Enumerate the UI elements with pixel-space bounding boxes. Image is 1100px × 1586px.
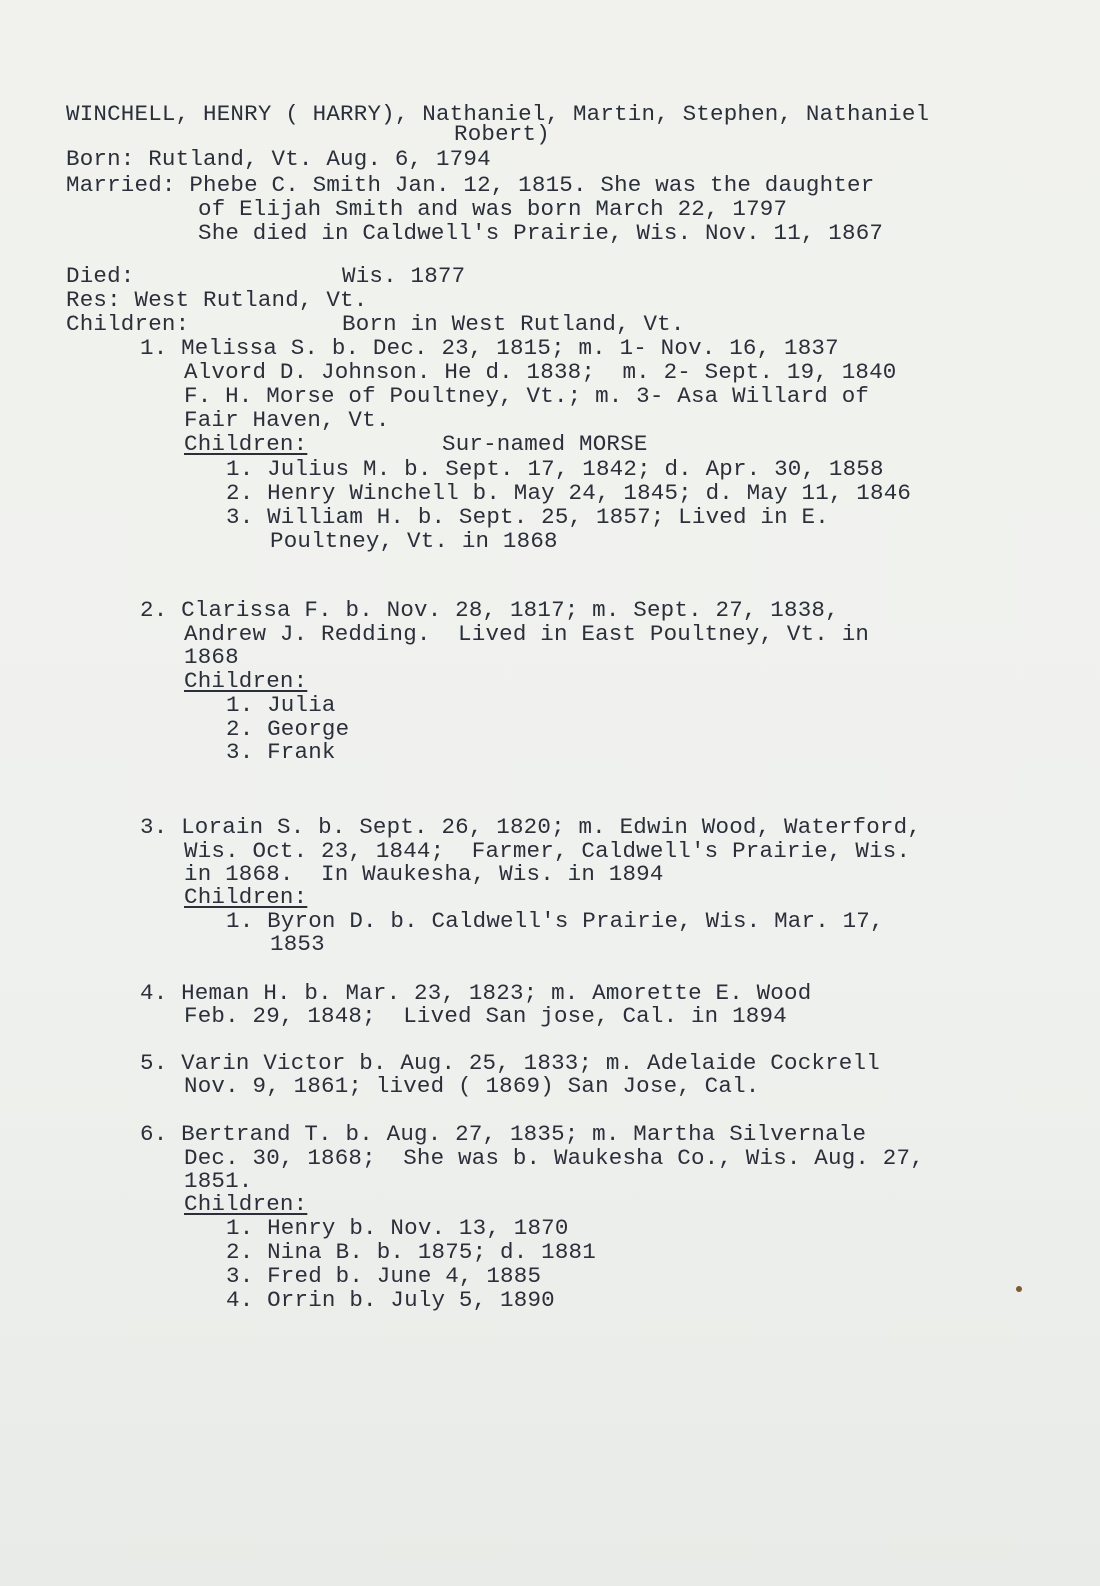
paper-speck bbox=[1016, 1286, 1022, 1292]
child-3-line-2: Wis. Oct. 23, 1844; Farmer, Caldwell's Prairie, Wis. bbox=[184, 838, 911, 864]
married-line-1: Married: Phebe C. Smith Jan. 12, 1815. She was the daughter bbox=[66, 172, 875, 198]
child-1-line-3: F. H. Morse of Poultney, Vt.; m. 3- Asa Willard of bbox=[184, 383, 870, 409]
children-birthplace: Born in West Rutland, Vt. bbox=[342, 311, 685, 337]
child-5-line-1: 5. Varin Victor b. Aug. 25, 1833; m. Adelaide Cockrell bbox=[140, 1050, 880, 1076]
child-6-children-heading: Children: bbox=[184, 1191, 308, 1217]
children-label: Children: bbox=[66, 311, 190, 337]
name-lineage-continuation: Robert) bbox=[454, 121, 550, 147]
child-1-surname-note: Sur-named MORSE bbox=[442, 431, 648, 457]
grandchild-2-3: 3. Frank bbox=[226, 739, 336, 765]
grandchild-6-3: 3. Fred b. June 4, 1885 bbox=[226, 1263, 542, 1289]
grandchild-3-1: 1. Byron D. b. Caldwell's Prairie, Wis. Mar. 17, bbox=[226, 908, 884, 934]
child-1-line-4: Fair Haven, Vt. bbox=[184, 407, 390, 433]
grandchild-1-2: 2. Henry Winchell b. May 24, 1845; d. May 11, 1846 bbox=[226, 480, 912, 506]
child-2-children-heading: Children: bbox=[184, 668, 308, 694]
married-line-2: of Elijah Smith and was born March 22, 1797 bbox=[198, 196, 788, 222]
child-6-line-1: 6. Bertrand T. b. Aug. 27, 1835; m. Martha Silvernale bbox=[140, 1121, 867, 1147]
died-label: Died: bbox=[66, 263, 135, 289]
grandchild-6-4: 4. Orrin b. July 5, 1890 bbox=[226, 1287, 555, 1313]
child-1-line-1: 1. Melissa S. b. Dec. 23, 1815; m. 1- Nov. 16, 1837 bbox=[140, 335, 839, 361]
child-6-line-3: 1851. bbox=[184, 1168, 253, 1194]
grandchild-2-2: 2. George bbox=[226, 716, 350, 742]
child-4-line-1: 4. Heman H. b. Mar. 23, 1823; m. Amorette E. Wood bbox=[140, 980, 812, 1006]
child-1-line-2: Alvord D. Johnson. He d. 1838; m. 2- Sept. 19, 1840 bbox=[184, 359, 897, 385]
born-line: Born: Rutland, Vt. Aug. 6, 1794 bbox=[66, 146, 491, 172]
grandchild-1-3: 3. William H. b. Sept. 25, 1857; Lived in E. bbox=[226, 504, 829, 530]
child-2-line-3: 1868 bbox=[184, 644, 239, 670]
child-2-line-2: Andrew J. Redding. Lived in East Poultney, Vt. in bbox=[184, 621, 870, 647]
child-1-children-heading: Children: bbox=[184, 431, 308, 457]
grandchild-6-1: 1. Henry b. Nov. 13, 1870 bbox=[226, 1215, 569, 1241]
child-5-line-2: Nov. 9, 1861; lived ( 1869) San Jose, Cal. bbox=[184, 1073, 760, 1099]
grandchild-3-1-continuation: 1853 bbox=[270, 931, 325, 957]
child-2-line-1: 2. Clarissa F. b. Nov. 28, 1817; m. Sept. 27, 1838, bbox=[140, 597, 839, 623]
child-3-line-3: in 1868. In Waukesha, Wis. in 1894 bbox=[184, 861, 664, 887]
residence-line: Res: West Rutland, Vt. bbox=[66, 287, 368, 313]
married-line-3: She died in Caldwell's Prairie, Wis. Nov. 11, 1867 bbox=[198, 220, 884, 246]
grandchild-1-1: 1. Julius M. b. Sept. 17, 1842; d. Apr. 30, 1858 bbox=[226, 456, 884, 482]
grandchild-2-1: 1. Julia bbox=[226, 692, 336, 718]
died-value: Wis. 1877 bbox=[342, 263, 466, 289]
child-3-children-heading: Children: bbox=[184, 884, 308, 910]
name-lineage-line: WINCHELL, HENRY ( HARRY), Nathaniel, Martin, Stephen, Nathaniel bbox=[66, 101, 930, 127]
child-3-line-1: 3. Lorain S. b. Sept. 26, 1820; m. Edwin Wood, Waterford, bbox=[140, 814, 922, 840]
child-6-line-2: Dec. 30, 1868; She was b. Waukesha Co., Wis. Aug. 27, bbox=[184, 1145, 924, 1171]
grandchild-1-3-continuation: Poultney, Vt. in 1868 bbox=[270, 528, 558, 554]
child-4-line-2: Feb. 29, 1848; Lived San jose, Cal. in 1894 bbox=[184, 1003, 787, 1029]
grandchild-6-2: 2. Nina B. b. 1875; d. 1881 bbox=[226, 1239, 596, 1265]
